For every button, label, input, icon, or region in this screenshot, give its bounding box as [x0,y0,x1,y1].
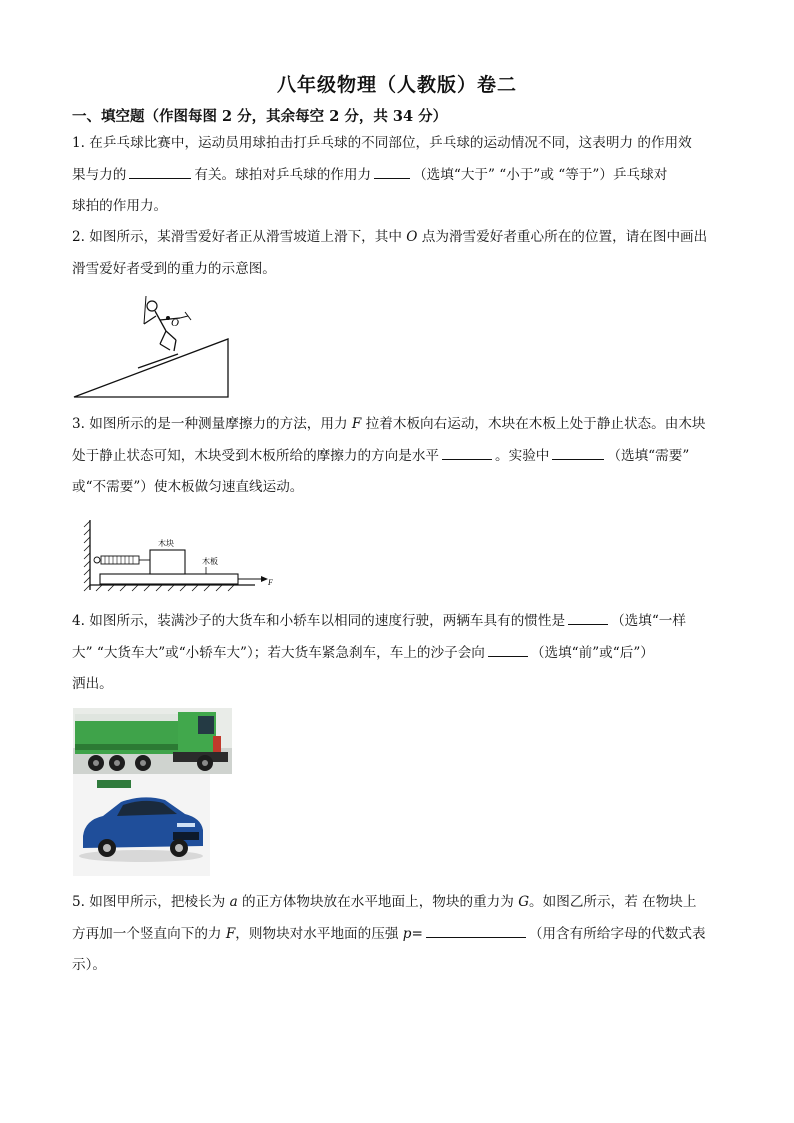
answer-blank[interactable] [374,164,410,179]
q1-text: （选填“大于” “小于”或 “等于”）乒乓球对 [413,166,668,183]
skier-arm [144,316,156,324]
dump-truck-photo [73,708,232,774]
wooden-board [100,574,238,584]
answer-blank[interactable] [568,610,608,625]
q5-variable: F [225,925,236,942]
q3-text: 。实验中 [495,447,550,464]
q2-variable: O [406,229,418,245]
spring-scale [101,556,139,564]
sedan-car-photo [73,774,210,876]
q5-text: 。如图乙所示，若 在物块上 [529,894,697,910]
slope-triangle [74,339,228,397]
question-5 [72,887,724,982]
point-o-label: O [171,317,179,329]
q5-line-3: 示）。 [72,957,106,973]
q4-text: 大” “大货车大”或“小轿车大”）；若大货车紧急刹车，车上的沙子会向 [72,644,485,661]
answer-blank[interactable] [426,923,526,938]
truck-windshield [198,716,214,734]
q1-line-2 [72,160,724,192]
q4-line-3: 洒出。 [72,676,113,692]
q5-line-2 [72,919,724,951]
answer-blank[interactable] [488,642,528,657]
section-heading: 一、填空题（作图每图 2 分，其余每空 2 分，共 34 分） [72,108,448,125]
q5-text: 5. 如图甲所示，把棱长为 [72,894,230,910]
q1-text: 果与力的 [72,166,127,183]
q3-text: 处于静止状态可知，木块受到木板所给的摩擦力的方向是水平 [72,447,440,464]
skier-head [147,301,157,311]
q4-line-2 [72,638,724,670]
q2-text: 点为滑雪爱好者重心所在的位置，请在图中画出 [417,229,708,245]
ski-pole [144,296,146,324]
q5-text: ，则物块对水平地面的压强 [235,925,403,942]
q3-line-1 [72,409,724,441]
wooden-block [150,550,185,574]
q3-variable: F [351,416,362,432]
friction-experiment-figure [80,515,280,595]
q5-text: 方再加一个竖直向下的力 [72,925,226,942]
q3-text: （选填“需要” [607,447,690,464]
center-of-gravity [166,316,170,320]
q2-line-2: 滑雪爱好者受到的重力的示意图。 [72,260,276,277]
q2-text: 2. 如图所示，某滑雪爱好者正从滑雪坡道上滑下，其中 [72,229,407,245]
q5-variable: a [229,894,238,910]
q5-text: （用含有所给字母的代数式表 [528,925,706,942]
question-4 [72,606,724,701]
q3-text: 拉着木板向右运动，木块在木板上处于静止状态。由木块 [361,416,706,432]
q4-text: （选填“一样 [611,613,686,629]
q1-line-3: 球拍的作用力。 [72,198,168,214]
skier-slope-figure [70,288,235,400]
q3-line-2 [72,441,724,473]
page-title: 八年级物理（人教版）卷二 [276,74,517,96]
q5-variable: G [518,894,530,910]
answer-blank[interactable] [129,164,191,179]
q4-text: （选填“前”或“后”） [530,644,654,661]
skier-body [155,311,166,331]
q5-text: 的正方体物块放在水平地面上，物块的重力为 [237,894,519,910]
q1-line-1: 1. 在乒乓球比赛中，运动员用球拍击打乒乓球的不同部位，乒乓球的运动情况不同，这表明力 的作用效 [72,135,692,151]
question-1 [72,128,724,223]
q4-line-1 [72,606,724,638]
q5-variable: p [402,925,412,942]
q3-line-3: 或“不需要”）使木板做匀速直线运动。 [72,479,304,495]
q5-text: = [411,925,423,942]
answer-blank[interactable] [552,445,604,460]
q5-line-1 [72,887,724,919]
q4-text: 4. 如图所示，装满沙子的大货车和小轿车以相同的速度行驶，两辆车具有的惯性是 [72,613,566,629]
q2-line-1 [72,222,724,254]
question-2 [72,222,724,285]
question-3 [72,409,724,504]
answer-blank[interactable] [442,445,492,460]
q3-text: 3. 如图所示的是一种测量摩擦力的方法，用力 [72,416,352,432]
block-label: 木块 [158,539,174,548]
force-label: F [268,578,273,587]
board-label: 木板 [202,557,218,566]
q1-text: 有关。球拍对乒乓球的作用力 [194,166,372,183]
